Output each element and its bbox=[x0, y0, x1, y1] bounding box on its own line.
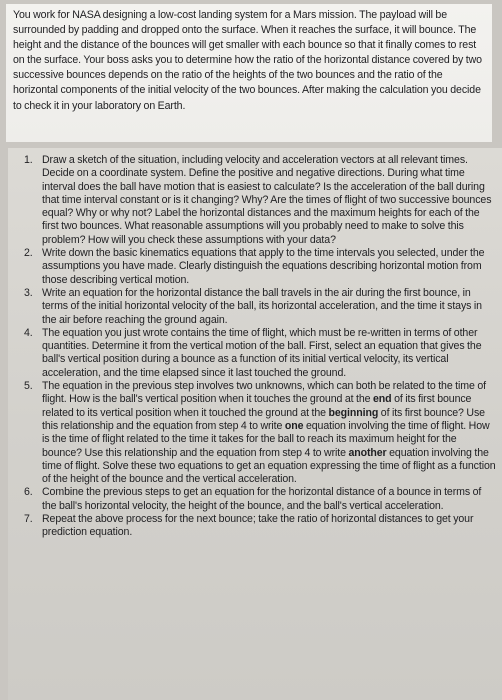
step-number: 2. bbox=[24, 247, 33, 260]
step-text bbox=[42, 380, 496, 485]
step-text bbox=[42, 247, 484, 286]
step-text bbox=[42, 486, 481, 511]
emphasis-end: end bbox=[372, 393, 392, 406]
step-text-part: of its first bounce related to its vertical position when it touched the ground at the bbox=[42, 393, 472, 419]
step-text-part: Write an equation for the horizontal distance the ball travels in the air during the first bounce, in terms of the initial horizontal velocity of the ball, its horizontal acceleration, and the time it stays in the air before reaching the ground again. bbox=[42, 286, 482, 326]
step-text bbox=[42, 513, 473, 538]
step-text bbox=[42, 287, 482, 326]
step-number: 7. bbox=[24, 513, 33, 526]
instructions-panel bbox=[8, 148, 502, 700]
problem-statement-text: You work for NASA designing a low-cost landing system for a Mars mission. The payload will be surrounded by padding and dropped onto the surface. When it reaches the surface, it will bounce. The height and the distance of the bounces will get smaller with each bounce so that it finally comes to rest on the surface. Your boss asks you to determine how the ratio of the horizontal distance covered by two successive bounces depends on the ratio of the heights of the two bounces and the ratio of the horizontal components of the initial velocity of the two bounces. After making the calculation you decide to check it in your laboratory on Earth. bbox=[13, 9, 482, 112]
step-text-part: The equation in the previous step involves two unknowns, which can both be related to the time of flight. How is the ball's vertical position when it touches the ground at the bbox=[42, 380, 486, 406]
step-text-part: equation involving the time of flight. Solve these two equations to get an equation expressing the time of flight as a function of the height of the bounce and the vertical acceleration. bbox=[42, 446, 496, 486]
instruction-step-7 bbox=[16, 513, 498, 540]
instruction-step-3 bbox=[16, 287, 498, 327]
instruction-step-2 bbox=[16, 247, 498, 287]
step-text-part: Write down the basic kinematics equations that apply to the time intervals you selected, under the assumptions you have made. Clearly distinguish the equations describing horizontal motion from those describing vertical motion. bbox=[42, 247, 485, 286]
step-text-part: Draw a sketch of the situation, including velocity and acceleration vectors at all relevant times. Decide on a coordinate system. Define the positive and negative directions. During what time interval does the ball have motion that is easiest to calculate? Is the acceleration of the ball during that time interval constant or is it changing? Why? Are the times of flight of two successive bounces equal? Why or why not? Label the horizontal distances and the maximum heights for each of the first two bounces. What reasonable assumptions will you probably need to make to solve this problem? How will you check these assumptions with your data? bbox=[42, 154, 492, 246]
step-text-part: Combine the previous steps to get an equation for the horizontal distance of a bounce in terms of the ball's horizontal velocity, the height of the bounce, and the ball's vertical acceleration. bbox=[42, 486, 482, 512]
step-text-part: The equation you just wrote contains the time of flight, which must be re-written in terms of other quantities. Determine it from the vertical motion of the ball. First, select an equation that gives the ball's vertical position during a bounce as a function of its initial vertical velocity, its vertical acceleration, and the time elapsed since it last touched the ground. bbox=[42, 326, 482, 379]
step-number: 5. bbox=[24, 380, 33, 393]
problem-statement bbox=[6, 4, 492, 142]
emphasis-beginning: beginning bbox=[328, 406, 379, 419]
instruction-step-1 bbox=[16, 154, 498, 247]
emphasis-another: another bbox=[348, 446, 387, 459]
instruction-list bbox=[16, 154, 498, 540]
step-number: 3. bbox=[24, 286, 33, 299]
step-text-part: equation involving the time of flight. How is the time of flight related to the time it takes for the ball to reach its maximum height for the bounce? Use this relationship and the equation from step 4 to write bbox=[42, 419, 490, 459]
instruction-step-6 bbox=[16, 486, 498, 513]
step-text bbox=[42, 154, 491, 246]
step-number: 1. bbox=[24, 154, 33, 166]
emphasis-one: one bbox=[284, 419, 304, 432]
step-text bbox=[42, 327, 481, 379]
step-text-part: of its first bounce? Use this relationship and the equation from step 4 to write bbox=[42, 406, 485, 432]
instruction-step-4 bbox=[16, 327, 498, 380]
instruction-step-5 bbox=[16, 380, 498, 486]
step-number: 6. bbox=[24, 486, 33, 499]
step-text-part: Repeat the above process for the next bounce; take the ratio of horizontal distances to get your prediction equation. bbox=[42, 513, 474, 539]
step-number: 4. bbox=[24, 326, 33, 339]
